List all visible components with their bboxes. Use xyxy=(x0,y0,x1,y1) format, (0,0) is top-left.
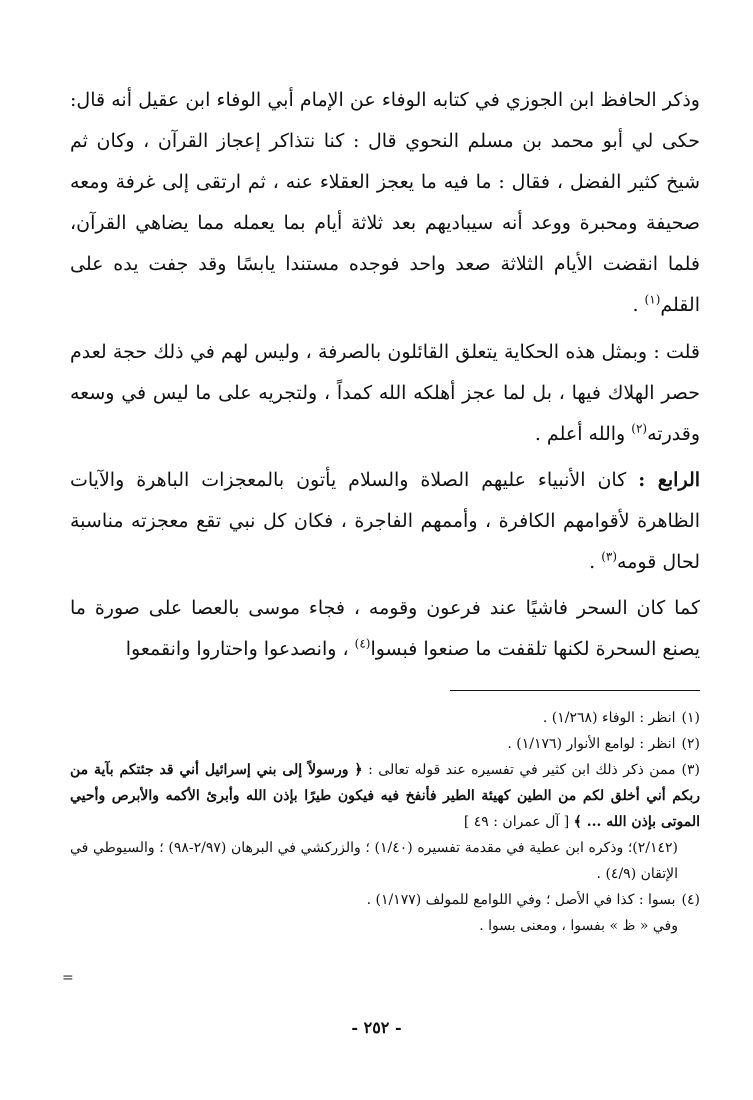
footnote-number: (٣) xyxy=(681,762,701,778)
paragraph-text: وذكر الحافظ ابن الجوزي في كتابه الوفاء عن الإمام أبي الوفاء ابن عقيل أنه قال: حكى لي أبو محمد بن مسلم النحوي قال : كنا نتذاكر إعجاز القرآن ، وكان ثم شيخ كثير الفضل ، فقال : ما فيه ما يعجز العقلاء عنه ، ثم ارتقى إلى غرفة ومعه صحيفة ومحبرة ووعد أنه سيباديهم بعد ثلاثة أيام بما يعمله مما يضاهي القرآن، فلما انقضت الأيام الثلاثة صعد واحد فوجده مستندا يابسًا وقد جفت يده على القلم xyxy=(70,89,700,316)
footnote-text: انظر : لوامع الأنوار (١/١٧٦) . xyxy=(507,736,676,752)
section-lead: الرابع : xyxy=(638,469,701,491)
paragraph-text-end: . xyxy=(589,551,602,573)
footnote-divider xyxy=(450,690,700,691)
footnote-text: بسوا : كذا في الأصل ؛ وفي اللوامع للمولف (١/١٧٧) . xyxy=(366,892,676,908)
footnote-text: انظر : الوفاء (١/٢٦٨) . xyxy=(542,710,676,726)
paragraph-text-end: والله أعلم . xyxy=(534,423,632,445)
footnote-ref-2[interactable]: (٢) xyxy=(631,421,648,436)
footnote-4-continued xyxy=(70,913,700,939)
paragraph-ibn-aqil-story xyxy=(70,80,700,326)
margin-mark: = xyxy=(62,970,74,986)
footnote-number: (٤) xyxy=(681,892,700,908)
paragraph-sarfa-comment xyxy=(70,332,700,455)
footnote-2 xyxy=(70,731,700,757)
footnote-number: (٢) xyxy=(681,736,700,752)
footnote-3-continued xyxy=(70,835,700,887)
paragraph-text: قلت : وبمثل هذه الحكاية يتعلق القائلون بالصرفة ، وليس لهم في ذلك حجة لعدم حصر الهلاك فيها ، بل لما عجز أهلكه الله كمداً ، ولتجريه على ما ليس في وسعه وقدرته xyxy=(70,341,700,445)
footnote-ref-1[interactable]: (١) xyxy=(644,292,661,307)
quran-verse: ﴿ ورسولاً إلى بني إسرائيل أني قد جئتكم بآية من ربكم أني أخلق لكم من الطين كهيئة الطير فأنفخ فيه فيكون طيرًا بإذن الله وأبرئ الأكمه والأبرص وأحيي الموتى بإذن الله ... ﴾ xyxy=(70,762,700,830)
paragraph-text: كان الأنبياء عليهم الصلاة والسلام يأتون بالمعجزات الباهرة والآيات الظاهرة لأقوامهم الكافرة ، وأممهم الفاجرة ، فكان كل نبي تقع معجزته مناسبة لحال قومه xyxy=(70,469,700,573)
page-number: - ٢٥٢ - xyxy=(351,1018,402,1037)
footnote-ref-3[interactable]: (٣) xyxy=(601,549,618,564)
footnotes-section xyxy=(70,705,700,939)
paragraph-text-end: ، وانصدعوا واحتاروا وانقمعوا xyxy=(125,638,355,660)
footnote-1 xyxy=(70,705,700,731)
verse-reference: [ آل عمران : ٤٩ ] xyxy=(463,814,570,830)
paragraph-fourth-point xyxy=(70,460,700,583)
paragraph-text: كما كان السحر فاشيًا عند فرعون وقومه ، فجاء موسى بالعصا على صورة ما يصنع السحرة لكنها تلقفت ما صنعوا فبسوا xyxy=(70,597,700,660)
footnote-3 xyxy=(70,757,700,835)
footnote-number: (١) xyxy=(681,710,700,726)
paragraph-musa-example xyxy=(70,588,700,670)
footnote-4 xyxy=(70,887,700,913)
footnote-text: وفي « ظ » بفسوا ، ومعنى بسوا . xyxy=(479,918,678,934)
footnote-text: ممن ذكر ذلك ابن كثير في تفسيره عند قوله تعالى : xyxy=(362,762,676,778)
paragraph-text-end: . xyxy=(632,294,645,316)
footnote-ref-4[interactable]: (٤) xyxy=(354,636,371,651)
footnote-text: (٢/١٤٢)؛ وذكره ابن عطية في مقدمة تفسيره (١/٤٠) ؛ والزركشي في البرهان (٢/٩٧-٩٨) ؛ والسيوطي في الإتقان (٤/٩) . xyxy=(70,840,678,882)
